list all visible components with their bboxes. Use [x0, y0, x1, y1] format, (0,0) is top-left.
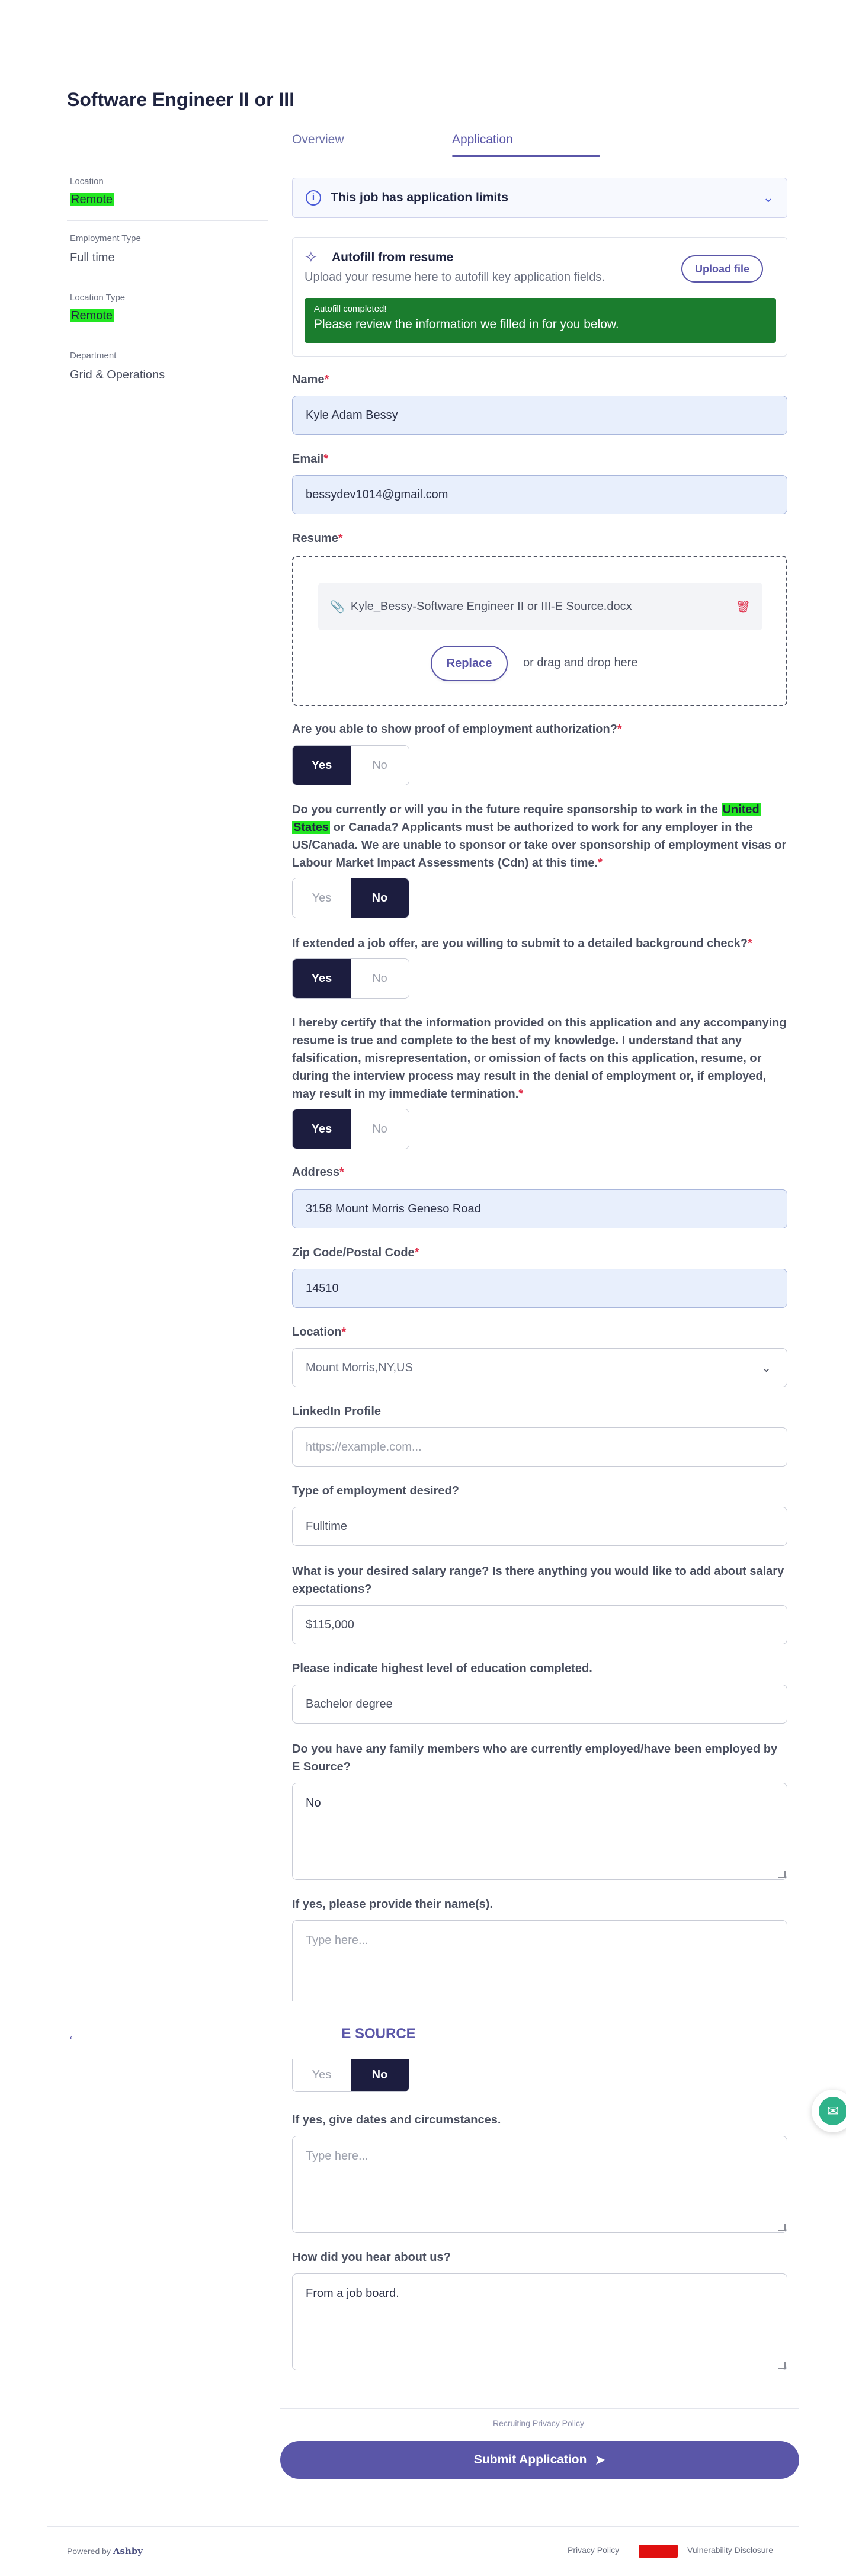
job-title: Software Engineer II or III [67, 89, 295, 110]
required-mark: * [414, 1246, 419, 1259]
chevron-down-icon[interactable]: ⌄ [762, 190, 774, 205]
required-mark: * [341, 1326, 347, 1339]
back-arrow-icon[interactable]: ← [67, 2028, 80, 2043]
family-names-placeholder: Type here... [306, 1934, 368, 1947]
dates-textarea[interactable] [292, 2136, 787, 2233]
chevron-down-icon: ⌄ [761, 1362, 771, 1375]
autofill-success-title: Autofill completed! [314, 304, 387, 314]
vulnerability-disclosure-link[interactable]: Vulnerability Disclosure [687, 2545, 773, 2555]
footer-divider [280, 2408, 799, 2409]
info-icon: i [306, 190, 321, 206]
powered-by-text: Powered by [67, 2546, 111, 2556]
required-mark: * [339, 1166, 344, 1179]
linkedin-placeholder: https://example.com... [306, 1440, 422, 1454]
autofill-title: Autofill from resume [332, 251, 454, 264]
location-label: Location [70, 177, 104, 187]
dates-question: If yes, give dates and circumstances. [292, 2113, 501, 2126]
location-select-value: Mount Morris,NY,US [306, 1361, 413, 1374]
resume-dropzone[interactable] [292, 556, 787, 706]
resume-filename: Kyle_Bessy-Software Engineer II or III-E Source.docx [350, 599, 632, 613]
redacted-badge [639, 2545, 678, 2558]
tab-overview[interactable]: Overview [292, 133, 344, 146]
linkedin-label: LinkedIn Profile [292, 1405, 382, 1418]
salary-input[interactable]: $115,000 [292, 1605, 787, 1644]
auth-question: Are you able to show proof of employment authorization? [292, 723, 617, 736]
sponsorship-highlight: States [293, 821, 329, 834]
hear-question: How did you hear about us? [292, 2251, 451, 2264]
auth-yes-button[interactable]: Yes [293, 746, 351, 785]
name-label: Name [292, 373, 325, 386]
required-mark: * [617, 723, 622, 736]
paperclip-icon: 📎 [330, 600, 345, 614]
certify-toggle [292, 1109, 409, 1149]
zip-input[interactable]: 14510 [292, 1269, 787, 1308]
auth-no-button[interactable]: No [351, 746, 409, 785]
submit-application-button[interactable] [280, 2441, 799, 2479]
background-no-button[interactable]: No [351, 959, 409, 998]
family-textarea[interactable] [292, 1783, 787, 1880]
certify-no-button[interactable]: No [351, 1109, 409, 1149]
autofill-success-banner [305, 298, 776, 343]
family-question: Do you have any family members who are currently employed/have been employed by E Source? [292, 1743, 778, 1773]
autofill-success-message: Please review the information we filled in for you below. [314, 317, 619, 331]
department-value: Grid & Operations [70, 368, 165, 381]
background-check-toggle [292, 958, 409, 999]
address-input[interactable]: 3158 Mount Morris Geneso Road [292, 1189, 787, 1228]
background-yes-button[interactable]: Yes [293, 959, 351, 998]
partial-no-button[interactable]: No [351, 2059, 409, 2091]
application-limits-text: This job has application limits [331, 191, 508, 204]
employment-type-label: Employment Type [70, 233, 141, 243]
email-label: Email [292, 453, 324, 466]
family-names-question: If yes, please provide their name(s). [292, 1898, 494, 1911]
salary-question: What is your desired salary range? Is there anything you would like to add about salary expectations? [292, 1565, 784, 1596]
family-names-textarea[interactable] [292, 1920, 787, 2001]
dates-placeholder: Type here... [306, 2150, 368, 2163]
auth-toggle [292, 745, 409, 785]
trash-icon[interactable]: 🗑 [735, 600, 751, 614]
recruiting-privacy-link[interactable]: Recruiting Privacy Policy [492, 2418, 585, 2428]
sidebar-divider [67, 220, 268, 221]
certify-statement: I hereby certify that the information provided on this application and any accompanying resume is true and complete to the best of my knowledge. I understand that any falsification, misrepresentation, or omission of facts on this application, resume, or during the interview process may result in the denial of employment or, if employed, may result in my immediate termination. [292, 1016, 787, 1101]
resize-grip-icon[interactable] [778, 2362, 786, 2369]
privacy-policy-link[interactable]: Privacy Policy [568, 2545, 620, 2555]
submit-label: Submit Application [473, 2453, 587, 2466]
hear-value: From a job board. [306, 2287, 399, 2300]
location-field-label: Location [292, 1326, 342, 1339]
sponsorship-question-rest: or Canada? Applicants must be authorized to work for any employer in the US/Canada. We are unable to sponsor or take over sponsorship of employment visas or Labour Market Impact Assessments (Cdn) at this time. [292, 821, 787, 870]
location-type-value: Remote [71, 309, 113, 322]
application-limits-banner[interactable] [292, 178, 787, 218]
resize-grip-icon[interactable] [778, 1871, 786, 1878]
background-check-question: If extended a job offer, are you willing to submit to a detailed background check? [292, 937, 748, 950]
autofill-panel [292, 237, 787, 357]
employment-type-input[interactable]: Fulltime [292, 1507, 787, 1546]
replace-button[interactable]: Replace [431, 646, 508, 681]
location-value: Remote [71, 193, 113, 206]
company-brand: E SOURCE [341, 2026, 416, 2042]
required-mark: * [598, 856, 603, 870]
name-input[interactable]: Kyle Adam Bessy [292, 396, 787, 435]
required-mark: * [518, 1087, 524, 1101]
sponsorship-toggle [292, 878, 409, 918]
employment-type-value: Full time [70, 251, 115, 264]
sponsorship-question: Do you currently or will you in the future require sponsorship to work in the [292, 803, 722, 816]
partial-yes-button[interactable]: Yes [293, 2059, 351, 2091]
chat-icon: ✉ [819, 2097, 846, 2125]
resume-file-chip [318, 583, 762, 630]
education-question: Please indicate highest level of education completed. [292, 1662, 592, 1675]
required-mark: * [323, 453, 329, 466]
bottom-divider [47, 2526, 799, 2527]
required-mark: * [748, 937, 752, 950]
resume-label: Resume [292, 532, 338, 545]
sponsorship-yes-button[interactable]: Yes [293, 878, 351, 918]
tab-application[interactable]: Application [452, 133, 513, 146]
partial-toggle [292, 2059, 409, 2092]
active-tab-indicator [452, 155, 600, 157]
sponsorship-no-button[interactable]: No [351, 878, 409, 918]
chat-widget-button[interactable] [812, 2090, 846, 2132]
required-mark: * [338, 532, 343, 545]
family-value: No [306, 1797, 321, 1810]
send-icon: ➤ [595, 2453, 606, 2467]
upload-file-button[interactable]: Upload file [681, 255, 763, 283]
department-label: Department [70, 351, 117, 361]
location-type-label: Location Type [70, 293, 126, 303]
linkedin-input[interactable] [292, 1427, 787, 1467]
education-input[interactable]: Bachelor degree [292, 1685, 787, 1724]
magic-wand-icon: ✧ [305, 248, 318, 266]
address-label: Address [292, 1166, 340, 1179]
employment-type-question: Type of employment desired? [292, 1484, 459, 1497]
certify-yes-button[interactable]: Yes [293, 1109, 351, 1149]
drag-drop-hint: or drag and drop here [523, 656, 638, 669]
sponsorship-highlight: United [722, 803, 760, 816]
location-select[interactable] [292, 1348, 787, 1387]
zip-label: Zip Code/Postal Code [292, 1246, 415, 1259]
resize-grip-icon[interactable] [778, 2224, 786, 2231]
hear-textarea[interactable] [292, 2273, 787, 2370]
ashby-logo[interactable]: Ashby [113, 2546, 143, 2556]
required-mark: * [324, 373, 329, 386]
autofill-subtitle: Upload your resume here to autofill key application fields. [305, 271, 605, 284]
email-input[interactable]: bessydev1014@gmail.com [292, 475, 787, 514]
